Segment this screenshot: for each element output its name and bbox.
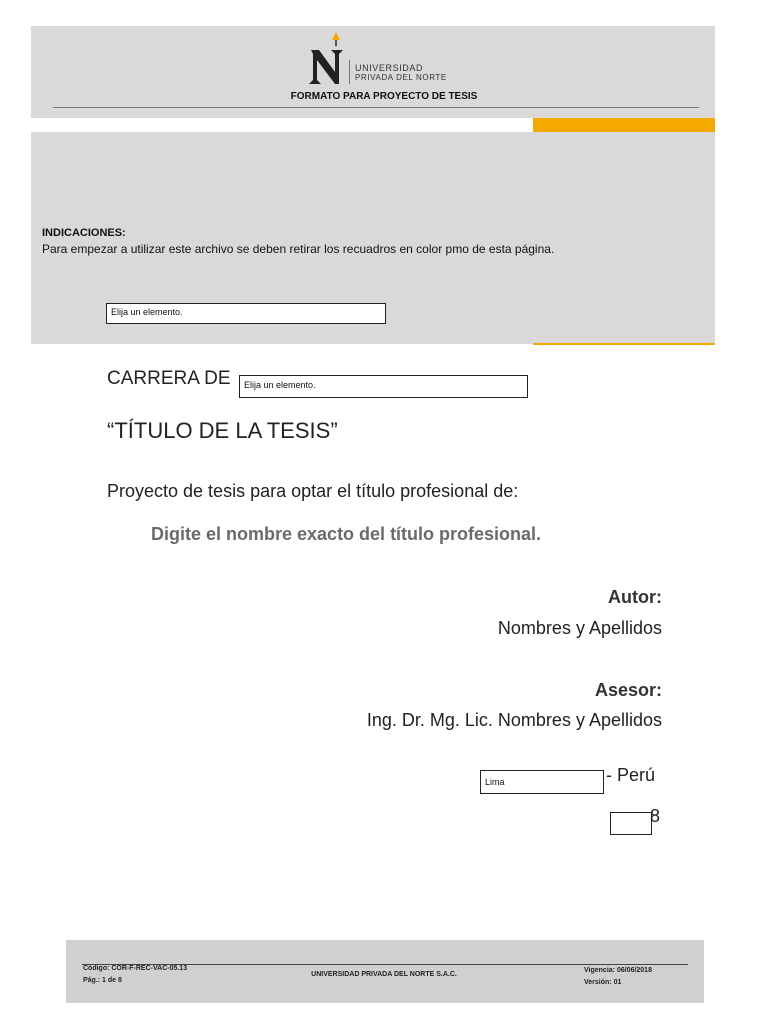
career-select-field[interactable]: Elija un elemento. [239,375,528,398]
orange-accent-line [533,343,715,345]
year-digit: 8 [650,806,661,826]
city-select-field[interactable]: Lima [480,770,604,794]
university-name-line2: PRIVADA DEL NORTE [355,73,447,82]
footer-version: Versión: 01 [584,979,622,986]
footer-validity: Vigencia: 06/06/2018 [584,967,652,974]
footer-company: UNIVERSIDAD PRIVADA DEL NORTE S.A.C. [311,971,457,978]
purpose-text: Proyecto de tesis para optar el título profesional de: [107,481,519,501]
document-title: FORMATO PARA PROYECTO DE TESIS [290,91,478,102]
instructions-text: Para empezar a utilizar este archivo se deben retirar los recuadros en color pmo de esta página. [42,242,555,256]
header-divider [53,107,699,108]
footer-page: Pág.: 1 de 8 [83,977,122,984]
instructions-title: INDICACIONES: [42,227,126,239]
thesis-title[interactable]: “TÍTULO DE LA TESIS” [107,418,338,443]
university-name-line1: UNIVERSIDAD [355,63,424,73]
career-label: CARRERA DE [107,368,231,389]
advisor-label: Asesor: [594,680,662,700]
element-select-field[interactable]: Elija un elemento. [106,303,386,324]
year-field[interactable] [610,812,652,835]
university-logo-icon [305,32,347,84]
degree-placeholder-field[interactable]: Digite el nombre exacto del título profesional. [151,524,542,544]
author-label: Autor: [608,587,662,607]
footer-code: Código: COR-F-REC-VAC-05.13 [83,965,188,972]
orange-accent-bar [533,118,715,132]
logo-divider [349,60,350,84]
author-name-field[interactable]: Nombres y Apellidos [497,618,662,638]
country-text: - Perú [606,765,656,785]
advisor-name-field[interactable]: Ing. Dr. Mg. Lic. Nombres y Apellidos [366,710,662,730]
